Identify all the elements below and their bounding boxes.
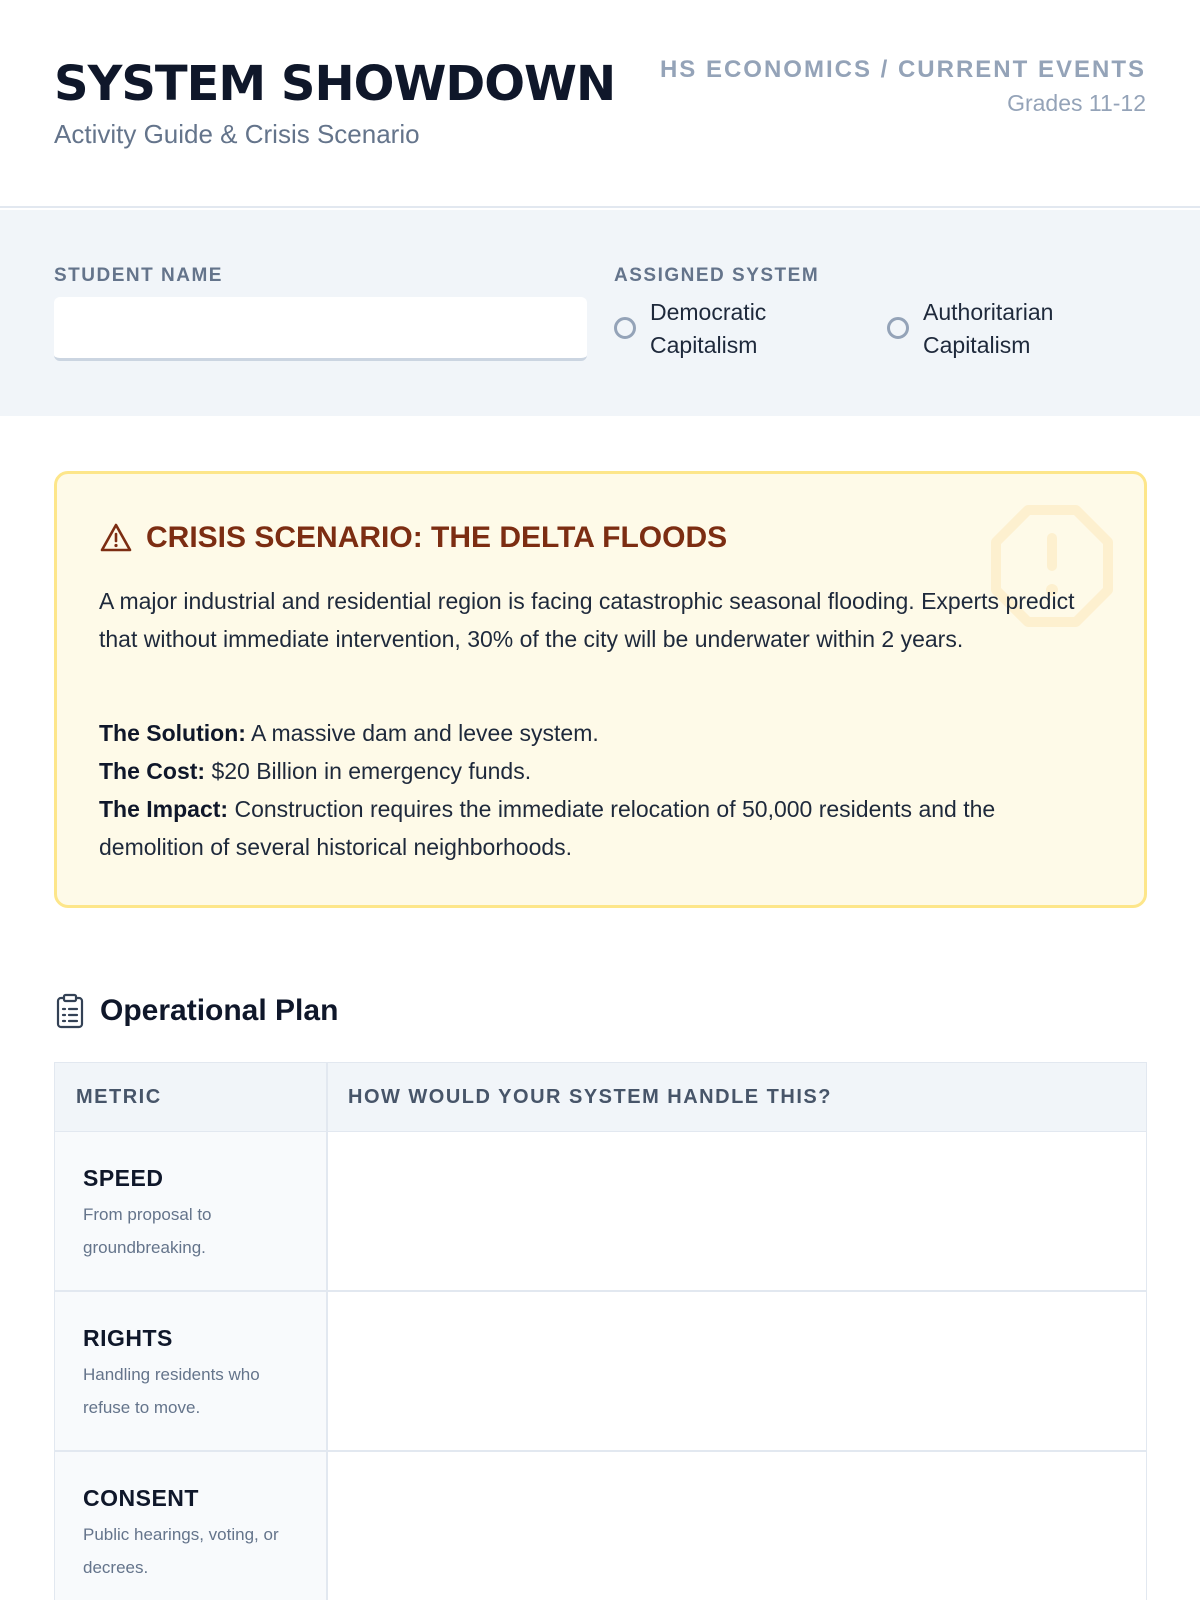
crisis-detail-solution: The Solution: A massive dam and levee system. xyxy=(99,720,599,746)
crisis-detail-impact: The Impact: Construction requires the immediate relocation of 50,000 residents and the demolition of several historical neighborhoods. xyxy=(99,796,996,860)
student-name-label: STUDENT NAME xyxy=(54,265,223,286)
metric-name: CONSENT xyxy=(83,1485,199,1511)
metric-name: RIGHTS xyxy=(83,1325,173,1351)
student-name-input[interactable] xyxy=(54,297,587,361)
table-header-row xyxy=(55,1063,1146,1132)
answer-cell-speed[interactable] xyxy=(328,1132,1146,1290)
operational-plan-table xyxy=(54,1062,1147,1600)
radio-label: Authoritarian Capitalism xyxy=(923,299,1054,358)
column-header-metric: METRIC xyxy=(55,1063,328,1131)
page-title: SYSTEM SHOWDOWN xyxy=(54,56,616,112)
crisis-detail-cost: The Cost: $20 Billion in emergency funds. xyxy=(99,758,532,784)
table-row-consent xyxy=(55,1452,1146,1600)
operational-plan-header xyxy=(54,991,338,1031)
table-row-speed xyxy=(55,1132,1146,1292)
metric-description: Public hearings, voting, or decrees. xyxy=(83,1525,279,1577)
crisis-title: CRISIS SCENARIO: THE DELTA FLOODS xyxy=(146,521,728,554)
warning-triangle-icon xyxy=(99,521,133,555)
radio-circle-icon[interactable] xyxy=(887,317,909,339)
metric-name: SPEED xyxy=(83,1165,164,1191)
page-subtitle: Activity Guide & Crisis Scenario xyxy=(54,119,420,149)
metric-cell xyxy=(55,1132,328,1290)
answer-cell-rights[interactable] xyxy=(328,1292,1146,1450)
operational-plan-title: Operational Plan xyxy=(100,994,339,1027)
course-label: HS ECONOMICS / CURRENT EVENTS xyxy=(659,56,1146,83)
clipboard-list-icon xyxy=(54,993,86,1029)
radio-democratic-capitalism[interactable] xyxy=(614,296,766,362)
table-row-rights xyxy=(55,1292,1146,1452)
radio-label: Democratic Capitalism xyxy=(650,299,767,358)
page-header xyxy=(0,0,1200,208)
metric-cell xyxy=(55,1452,328,1600)
column-header-handling: HOW WOULD YOUR SYSTEM HANDLE THIS? xyxy=(348,1085,832,1108)
metric-cell xyxy=(55,1292,328,1450)
crisis-scenario-card xyxy=(54,471,1147,908)
radio-circle-icon[interactable] xyxy=(614,317,636,339)
grade-level: Grades 11-12 xyxy=(1007,90,1146,116)
crisis-details xyxy=(99,714,1099,866)
student-info-section xyxy=(0,210,1200,416)
crisis-header xyxy=(99,518,727,558)
radio-authoritarian-capitalism[interactable] xyxy=(887,296,1053,362)
metric-description: From proposal to groundbreaking. xyxy=(83,1205,212,1257)
crisis-description: A major industrial and residential region is facing catastrophic seasonal flooding. Experts predict that without immediate intervention, 30% of the city will be underwater within 2 years. xyxy=(99,588,1075,652)
answer-cell-consent[interactable] xyxy=(328,1452,1146,1600)
assigned-system-label: ASSIGNED SYSTEM xyxy=(614,265,820,286)
metric-description: Handling residents who refuse to move. xyxy=(83,1365,260,1417)
